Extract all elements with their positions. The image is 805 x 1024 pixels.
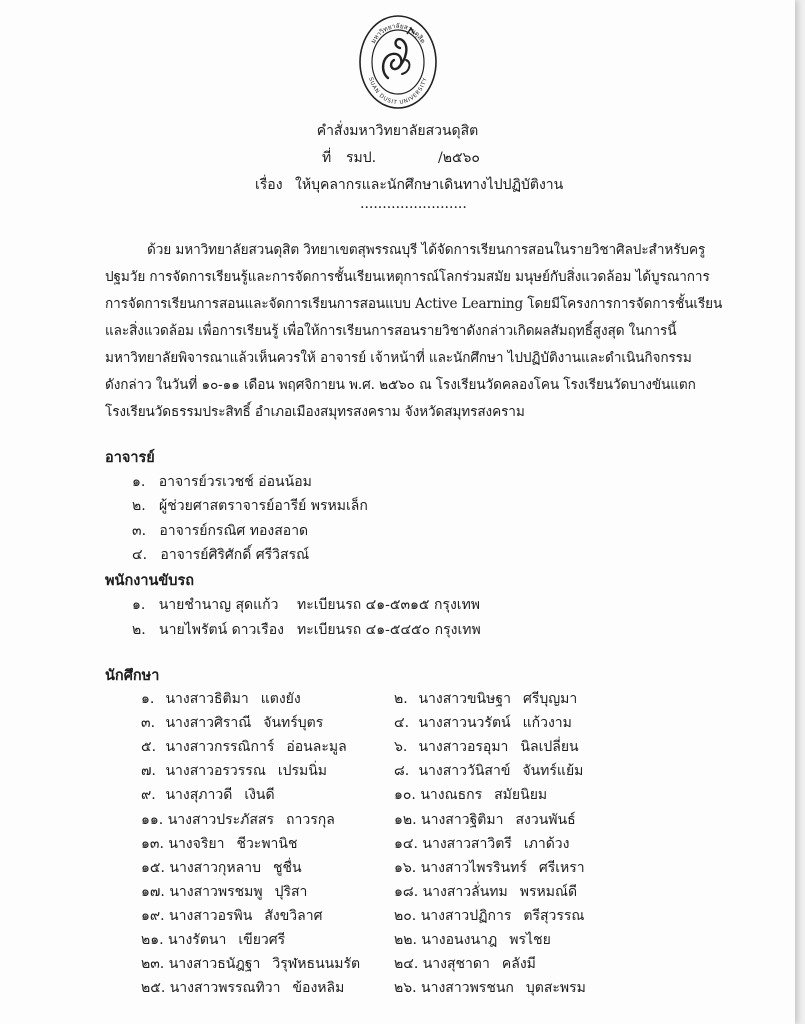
- driver-name: นายชำนาญ สุดแก้ว: [158, 597, 279, 613]
- student-item: [141, 833, 297, 855]
- driver-plate: ทะเบียนรถ ๔๑-๕๔๕๐ กรุงเทพ: [297, 622, 481, 638]
- reference-number: /๒๕๖๐: [438, 150, 480, 166]
- student-name: นางสาวพรรณทิวา: [169, 980, 281, 997]
- student-number: ๑๙.: [141, 907, 165, 924]
- student-item: [141, 905, 322, 927]
- student-surname: ปุริสา: [274, 883, 308, 900]
- driver-item: [132, 594, 279, 616]
- svg-text:SUAN DUSIT UNIVERSITY: SUAN DUSIT UNIVERSITY: [367, 76, 429, 107]
- student-surname: เขียวศรี: [238, 932, 286, 948]
- reference-org: รมป.: [346, 150, 377, 166]
- student-number: ๑๓.: [141, 835, 164, 852]
- student-name: นางสาวกุหลาบ: [169, 859, 261, 876]
- student-surname: สังขวิลาศ: [264, 907, 323, 924]
- student-name: นางสาววันิสาข์: [418, 763, 511, 780]
- student-item: [141, 953, 360, 975]
- student-item: [394, 809, 576, 831]
- paragraph-line: มหาวิทยาลัยพิจารณาแล้วเห็นควรให้ อาจารย์ เจ้าหน้าที่ และนักศึกษา ไปปฏิบัติงานและดำเนินกิจกรรม: [105, 350, 692, 366]
- student-number: ๒๓.: [141, 956, 165, 973]
- student-number: ๙.: [141, 787, 156, 804]
- student-item: [394, 881, 577, 903]
- student-name: นางสาวพรชมพู: [169, 883, 263, 900]
- student-surname: ศรีบุญมา: [522, 691, 578, 707]
- student-number: ๒๖.: [394, 980, 417, 997]
- student-name: นางอนงนาฎ: [421, 932, 498, 948]
- student-number: ๑.: [141, 691, 155, 707]
- student-name: นางสาวฐิติมา: [421, 811, 504, 828]
- student-number: ๒๔.: [394, 956, 419, 973]
- student-name: นางสาวไพรรินทร์: [420, 859, 527, 876]
- paragraph-line: ด้วย มหาวิทยาลัยสวนดุสิต วิทยาเขตสุพรรณบุรี ได้จัดการเรียนการสอนในรายวิชาศิลปะสำหรับครู: [147, 242, 706, 258]
- student-surname: ชีวะพานิช: [236, 835, 298, 852]
- student-item: [394, 857, 585, 879]
- paragraph-line: โรงเรียนวัดธรรมประสิทธิ์ อำเภอเมืองสมุทรสงคราม จังหวัดสมุทรสงคราม: [105, 404, 525, 420]
- student-surname: ศรีเหรา: [538, 859, 585, 876]
- teacher-item: [132, 495, 368, 517]
- svg-text:มหาวิทยาลัยสวนดุสิต: มหาวิทยาลัยสวนดุสิต: [369, 21, 427, 45]
- student-number: ๑๒.: [394, 811, 417, 828]
- student-name: นางสาวสาวิตรี: [422, 835, 512, 852]
- student-item: [394, 712, 572, 734]
- student-number: ๑๑.: [141, 811, 164, 828]
- student-surname: แตงยัง: [260, 691, 301, 707]
- student-number: ๔.: [394, 715, 410, 732]
- paragraph-line: ปฐมวัย การจัดการเรียนรู้และการจัดการชั้นเรียนเหตุการณ์โลกร่วมสมัย มนุษย์กับสิ่งแวดล้อม ได้บูรณาการ: [105, 269, 710, 285]
- student-item: [394, 760, 583, 782]
- student-name: นางสาวอรวรรณ: [165, 763, 266, 780]
- student-surname: เภาด้วง: [523, 835, 570, 852]
- student-name: นางสาวธนัฎฐา: [168, 956, 261, 973]
- student-surname: คลังมี: [501, 956, 536, 973]
- student-name: นางสาวศิราณี: [165, 715, 252, 732]
- student-item: [394, 833, 569, 855]
- student-item: [394, 784, 547, 806]
- paragraph-line: ดังกล่าว ในวันที่ ๑๐-๑๑ เดือน พฤศจิกายน พ.ศ. ๒๕๖๐ ณ โรงเรียนวัดคลองโคน โรงเรียนวัดบางขันแตก: [105, 377, 696, 393]
- student-item: [141, 809, 335, 831]
- student-item: [141, 857, 302, 879]
- student-item: [394, 977, 586, 999]
- student-surname: บุตสะพรม: [525, 980, 586, 997]
- student-surname: สมัยนิยม: [494, 787, 548, 804]
- item-number: ๒.: [132, 498, 146, 514]
- driver-plate: ทะเบียนรถ ๔๑-๕๓๑๕ กรุงเทพ: [297, 597, 481, 613]
- student-surname: ข้องหลิม: [292, 980, 345, 997]
- student-surname: พรไชย: [509, 932, 551, 948]
- student-item: [394, 953, 536, 975]
- teacher-item: [132, 471, 312, 493]
- teacher-item: [132, 520, 308, 542]
- student-name: นางสาวกรรณิการ์: [165, 739, 275, 756]
- student-number: ๕.: [141, 739, 157, 756]
- teacher-name: ผู้ช่วยศาสตราจารย์อารีย์ พรหมเล็ก: [159, 498, 368, 514]
- student-item: [141, 784, 275, 806]
- student-item: [394, 929, 551, 951]
- student-item: [394, 736, 579, 758]
- student-surname: เปรมนิ่ม: [277, 763, 328, 780]
- student-number: ๒.: [394, 691, 408, 707]
- student-surname: ถาวรกุล: [286, 811, 335, 828]
- subject-text: ให้บุคลากรและนักศึกษาเดินทางไปปฏิบัติงาน: [295, 177, 564, 193]
- student-surname: ตรีสุวรรณ: [523, 907, 585, 924]
- student-name: นางสาวลั่นทม: [422, 883, 508, 900]
- student-name: นางสาวประภัสสร: [167, 811, 274, 828]
- student-name: นางสุภาวดี: [165, 787, 233, 804]
- student-surname: พรหมณ์ดี: [519, 883, 578, 900]
- student-surname: นิลเปลี่ยน: [520, 739, 579, 756]
- teachers-heading: อาจารย์: [105, 449, 155, 466]
- student-item: [141, 688, 301, 710]
- paragraph-line: การจัดการเรียนการสอนและจัดการเรียนการสอนแบบ Active Learning โดยมีโครงการการจัดการชั้นเรียน: [105, 296, 723, 312]
- student-name: นางสุชาดา: [422, 956, 490, 973]
- item-number: ๓.: [132, 523, 147, 539]
- student-item: [141, 929, 285, 951]
- teacher-name: อาจารย์กรณิศ ทองสอาด: [159, 523, 309, 539]
- student-number: ๑๘.: [394, 883, 419, 900]
- student-item: [394, 688, 577, 710]
- item-number: ๑.: [132, 474, 146, 490]
- student-number: ๖.: [394, 739, 408, 756]
- student-name: นางสาวธิติมา: [165, 691, 249, 707]
- teacher-name: อาจารย์วรเวชช์ อ่อนน้อม: [158, 474, 312, 490]
- student-surname: แก้วงาม: [522, 715, 572, 732]
- driver-item: [132, 619, 284, 641]
- item-number: ๒.: [132, 622, 146, 638]
- student-number: ๑๖.: [394, 859, 417, 876]
- driver-name: นายไพรัตน์ ดาวเรือง: [159, 622, 284, 638]
- order-title: คำสั่งมหาวิทยาลัยสวนดุสิต: [316, 123, 479, 139]
- student-name: นางสาวขนิษฐา: [418, 691, 511, 707]
- student-surname: จันทร์แย้ม: [522, 763, 584, 780]
- subject-label: เรื่อง: [255, 177, 283, 193]
- student-name: นางณธกร: [420, 787, 483, 804]
- student-number: ๘.: [394, 763, 410, 780]
- reference-label: ที่: [322, 150, 332, 166]
- student-number: ๓.: [141, 715, 156, 732]
- student-number: ๗.: [141, 763, 156, 780]
- student-surname: เงินดี: [244, 787, 275, 804]
- student-item: [141, 977, 344, 999]
- student-number: ๒๐.: [394, 907, 417, 924]
- student-surname: ชูชื่น: [272, 859, 302, 876]
- student-name: นางสาวนวรัตน์: [418, 715, 511, 732]
- header-separator: ........................: [360, 196, 467, 212]
- teacher-item: [132, 544, 309, 566]
- student-name: นางจริยา: [168, 835, 225, 852]
- student-number: ๑๐.: [394, 787, 416, 804]
- item-number: ๑.: [132, 597, 146, 613]
- student-name: นางสาวพรชนก: [421, 980, 514, 997]
- student-item: [141, 881, 307, 903]
- item-number: ๔.: [132, 547, 148, 563]
- drivers-heading: พนักงานขับรถ: [105, 572, 195, 589]
- paragraph-line: และสิ่งแวดล้อม เพื่อการเรียนรู้ เพื่อให้การเรียนการสอนรายวิชาดังกล่าวเกิดผลสัมฤทธิ์สูงสุด ในการนี้: [105, 323, 677, 339]
- student-name: นางสาวปฏิการ: [420, 907, 512, 924]
- teacher-name: อาจารย์ศิริศักดิ์ ศรีวิสรณ์: [160, 547, 310, 563]
- student-item: [394, 905, 584, 927]
- student-surname: สงวนพันธ์: [515, 811, 576, 828]
- student-number: ๑๔.: [394, 835, 418, 852]
- student-name: นางสาวอรพิน: [169, 907, 253, 924]
- student-number: ๒๒.: [394, 932, 417, 948]
- student-number: ๒๕.: [141, 980, 166, 997]
- student-surname: วิรุฬหธนนมรัต: [272, 956, 361, 973]
- student-item: [141, 736, 347, 758]
- university-seal-icon: [358, 12, 438, 112]
- student-surname: จันทร์บุตร: [263, 715, 324, 732]
- student-item: [141, 712, 323, 734]
- student-number: ๑๗.: [141, 883, 165, 900]
- student-name: นางสาวอรอุมา: [418, 739, 509, 756]
- students-heading: นักศึกษา: [105, 667, 160, 684]
- student-number: ๒๑.: [141, 932, 164, 948]
- student-name: นางรัตนา: [168, 932, 227, 948]
- student-surname: อ่อนละมูล: [286, 739, 347, 756]
- student-number: ๑๕.: [141, 859, 165, 876]
- student-item: [141, 760, 327, 782]
